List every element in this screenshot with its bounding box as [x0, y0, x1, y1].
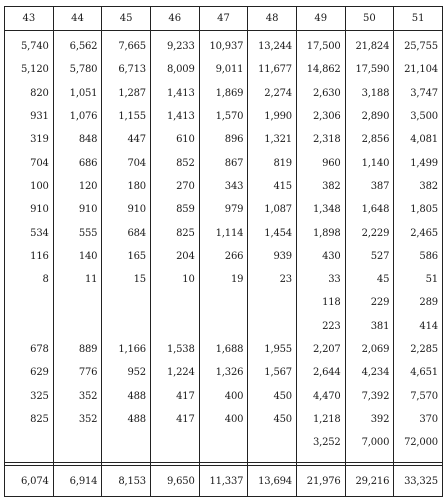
table-cell: 7,570 — [394, 384, 443, 407]
table-cell: 223 — [296, 315, 345, 338]
table-cell: 931 — [5, 105, 54, 128]
table-cell: 400 — [199, 408, 248, 431]
table-cell: 4,470 — [296, 384, 345, 407]
table-cell: 100 — [5, 175, 54, 198]
table-cell: 2,069 — [345, 338, 394, 361]
table-cell: 555 — [53, 221, 102, 244]
table-cell: 19 — [199, 268, 248, 291]
spacer-cell — [345, 454, 394, 463]
table-cell: 910 — [53, 198, 102, 221]
table-row — [5, 221, 443, 244]
table-cell: 289 — [394, 291, 443, 314]
table-row — [5, 408, 443, 431]
table-cell: 1,499 — [394, 151, 443, 174]
table-cell: 4,234 — [345, 361, 394, 384]
table-cell: 1,990 — [248, 105, 297, 128]
table-cell: 2,229 — [345, 221, 394, 244]
table-cell — [199, 291, 248, 314]
table-cell: 204 — [150, 245, 199, 268]
table-cell: 586 — [394, 245, 443, 268]
column-header: 44 — [53, 7, 102, 31]
table-cell: 2,274 — [248, 82, 297, 105]
table-cell: 417 — [150, 408, 199, 431]
table-cell: 896 — [199, 128, 248, 151]
table-cell: 825 — [5, 408, 54, 431]
table-cell: 10,937 — [199, 35, 248, 58]
table-cell — [248, 291, 297, 314]
table-row — [5, 175, 443, 198]
table-cell: 1,413 — [150, 105, 199, 128]
table-cell: 450 — [248, 408, 297, 431]
table-cell — [199, 315, 248, 338]
table-cell — [102, 291, 151, 314]
table-cell: 1,955 — [248, 338, 297, 361]
table-cell: 352 — [53, 408, 102, 431]
table-cell: 370 — [394, 408, 443, 431]
table-cell: 1,869 — [199, 82, 248, 105]
total-cell: 13,694 — [248, 466, 297, 497]
column-header: 51 — [394, 7, 443, 31]
table-cell: 415 — [248, 175, 297, 198]
table-cell: 11 — [53, 268, 102, 291]
table-cell: 21,104 — [394, 58, 443, 81]
table-cell: 4,081 — [394, 128, 443, 151]
table-cell: 2,644 — [296, 361, 345, 384]
table-row — [5, 35, 443, 58]
table-cell: 678 — [5, 338, 54, 361]
table-cell: 229 — [345, 291, 394, 314]
table-cell: 4,651 — [394, 361, 443, 384]
table-row — [5, 268, 443, 291]
table-cell: 686 — [53, 151, 102, 174]
table-cell: 140 — [53, 245, 102, 268]
table-cell — [150, 291, 199, 314]
table-cell — [199, 431, 248, 454]
table-cell: 960 — [296, 151, 345, 174]
table-cell: 776 — [53, 361, 102, 384]
column-header: 46 — [150, 7, 199, 31]
table-cell: 1,051 — [53, 82, 102, 105]
table-cell: 1,898 — [296, 221, 345, 244]
table-cell: 910 — [102, 198, 151, 221]
column-header: 43 — [5, 7, 54, 31]
table-cell: 610 — [150, 128, 199, 151]
table-cell: 1,114 — [199, 221, 248, 244]
table-cell: 5,780 — [53, 58, 102, 81]
table-row — [5, 105, 443, 128]
table-cell: 952 — [102, 361, 151, 384]
table-cell: 488 — [102, 408, 151, 431]
table-cell: 11,677 — [248, 58, 297, 81]
table-cell: 979 — [199, 198, 248, 221]
table-cell: 2,465 — [394, 221, 443, 244]
table-cell: 820 — [5, 82, 54, 105]
table-cell: 1,454 — [248, 221, 297, 244]
table-cell: 447 — [102, 128, 151, 151]
table-cell: 1,348 — [296, 198, 345, 221]
table-cell: 527 — [345, 245, 394, 268]
table-cell: 120 — [53, 175, 102, 198]
table-cell: 3,500 — [394, 105, 443, 128]
table-cell: 1,567 — [248, 361, 297, 384]
table-cell: 2,890 — [345, 105, 394, 128]
table-cell: 1,166 — [102, 338, 151, 361]
table-cell: 910 — [5, 198, 54, 221]
table-cell: 3,252 — [296, 431, 345, 454]
table-cell — [5, 291, 54, 314]
table-row — [5, 128, 443, 151]
table-cell: 17,590 — [345, 58, 394, 81]
table-cell: 629 — [5, 361, 54, 384]
table-cell: 3,747 — [394, 82, 443, 105]
total-cell: 6,074 — [5, 466, 54, 497]
header-row — [5, 7, 443, 31]
table-cell: 1,805 — [394, 198, 443, 221]
table-cell: 1,076 — [53, 105, 102, 128]
table-cell: 859 — [150, 198, 199, 221]
table-row — [5, 151, 443, 174]
table-cell: 343 — [199, 175, 248, 198]
table-cell: 1,688 — [199, 338, 248, 361]
table-cell — [53, 291, 102, 314]
table-cell: 9,011 — [199, 58, 248, 81]
table-cell: 325 — [5, 384, 54, 407]
spacer-cell — [248, 454, 297, 463]
table-cell: 819 — [248, 151, 297, 174]
table-cell: 392 — [345, 408, 394, 431]
table-cell: 10 — [150, 268, 199, 291]
table-cell: 825 — [150, 221, 199, 244]
table-row — [5, 338, 443, 361]
table-cell: 7,392 — [345, 384, 394, 407]
table-cell: 13,244 — [248, 35, 297, 58]
table-cell: 1,648 — [345, 198, 394, 221]
table-cell: 1,155 — [102, 105, 151, 128]
table-cell: 7,000 — [345, 431, 394, 454]
column-header: 48 — [248, 7, 297, 31]
table-cell — [5, 431, 54, 454]
spacer-cell — [150, 454, 199, 463]
table-cell: 270 — [150, 175, 199, 198]
table-cell: 352 — [53, 384, 102, 407]
table-row — [5, 431, 443, 454]
total-cell: 6,914 — [53, 466, 102, 497]
table-cell: 848 — [53, 128, 102, 151]
table-cell — [5, 315, 54, 338]
table-cell: 118 — [296, 291, 345, 314]
table-cell: 21,824 — [345, 35, 394, 58]
table-cell — [102, 431, 151, 454]
table-cell — [102, 315, 151, 338]
total-cell: 21,976 — [296, 466, 345, 497]
table-row — [5, 198, 443, 221]
total-row — [5, 466, 443, 497]
spacer-cell — [102, 454, 151, 463]
table-cell: 1,321 — [248, 128, 297, 151]
table-cell: 414 — [394, 315, 443, 338]
table-cell: 1,538 — [150, 338, 199, 361]
table-row — [5, 58, 443, 81]
table-cell — [248, 315, 297, 338]
spacer-cell — [199, 454, 248, 463]
total-cell: 11,337 — [199, 466, 248, 497]
table-cell: 17,500 — [296, 35, 345, 58]
table-cell: 3,188 — [345, 82, 394, 105]
data-table — [4, 6, 443, 497]
table-cell — [150, 431, 199, 454]
table-row — [5, 361, 443, 384]
table-cell: 704 — [5, 151, 54, 174]
table-row — [5, 315, 443, 338]
table-cell: 382 — [296, 175, 345, 198]
table-cell: 9,233 — [150, 35, 199, 58]
spacer-cell — [5, 454, 54, 463]
table-cell: 33 — [296, 268, 345, 291]
column-header: 45 — [102, 7, 151, 31]
spacer-cell — [53, 454, 102, 463]
table-cell: 867 — [199, 151, 248, 174]
table-cell: 5,740 — [5, 35, 54, 58]
table-cell: 400 — [199, 384, 248, 407]
total-cell: 8,153 — [102, 466, 151, 497]
table-row — [5, 384, 443, 407]
column-header: 50 — [345, 7, 394, 31]
table-cell: 6,562 — [53, 35, 102, 58]
table-cell: 72,000 — [394, 431, 443, 454]
table-cell: 1,087 — [248, 198, 297, 221]
table-cell: 116 — [5, 245, 54, 268]
table-row — [5, 82, 443, 105]
table-cell: 2,207 — [296, 338, 345, 361]
table-cell: 51 — [394, 268, 443, 291]
table-cell: 450 — [248, 384, 297, 407]
table-cell: 1,287 — [102, 82, 151, 105]
table-cell: 852 — [150, 151, 199, 174]
table-cell: 8 — [5, 268, 54, 291]
table-spacer-row — [5, 454, 443, 463]
table-cell: 6,713 — [102, 58, 151, 81]
table-cell — [53, 315, 102, 338]
table-cell: 2,285 — [394, 338, 443, 361]
table-cell: 180 — [102, 175, 151, 198]
table-cell: 7,665 — [102, 35, 151, 58]
table-cell: 14,862 — [296, 58, 345, 81]
table-cell: 1,218 — [296, 408, 345, 431]
table-cell: 382 — [394, 175, 443, 198]
table-cell: 684 — [102, 221, 151, 244]
table-cell: 8,009 — [150, 58, 199, 81]
column-header: 49 — [296, 7, 345, 31]
table-cell: 534 — [5, 221, 54, 244]
table-cell: 25,755 — [394, 35, 443, 58]
table-cell: 1,224 — [150, 361, 199, 384]
table-cell: 704 — [102, 151, 151, 174]
table-cell: 2,306 — [296, 105, 345, 128]
table-body — [5, 31, 443, 497]
table-cell: 2,318 — [296, 128, 345, 151]
table-cell — [53, 431, 102, 454]
spacer-cell — [296, 454, 345, 463]
table-cell: 488 — [102, 384, 151, 407]
table-cell: 45 — [345, 268, 394, 291]
table-cell: 23 — [248, 268, 297, 291]
table-cell: 1,140 — [345, 151, 394, 174]
total-cell: 29,216 — [345, 466, 394, 497]
table-cell: 2,630 — [296, 82, 345, 105]
table-cell — [248, 431, 297, 454]
table-cell: 5,120 — [5, 58, 54, 81]
total-cell: 9,650 — [150, 466, 199, 497]
table-cell: 430 — [296, 245, 345, 268]
table-cell: 1,413 — [150, 82, 199, 105]
table-cell: 381 — [345, 315, 394, 338]
table-cell: 2,856 — [345, 128, 394, 151]
table-cell: 319 — [5, 128, 54, 151]
table-cell: 165 — [102, 245, 151, 268]
column-header: 47 — [199, 7, 248, 31]
total-cell: 33,325 — [394, 466, 443, 497]
table-cell: 1,326 — [199, 361, 248, 384]
table-cell — [150, 315, 199, 338]
table-cell: 15 — [102, 268, 151, 291]
table-cell: 1,570 — [199, 105, 248, 128]
table-cell: 417 — [150, 384, 199, 407]
table-cell: 387 — [345, 175, 394, 198]
table-cell: 889 — [53, 338, 102, 361]
table-row — [5, 291, 443, 314]
table-cell: 266 — [199, 245, 248, 268]
table-cell: 939 — [248, 245, 297, 268]
table-row — [5, 245, 443, 268]
spacer-cell — [394, 454, 443, 463]
